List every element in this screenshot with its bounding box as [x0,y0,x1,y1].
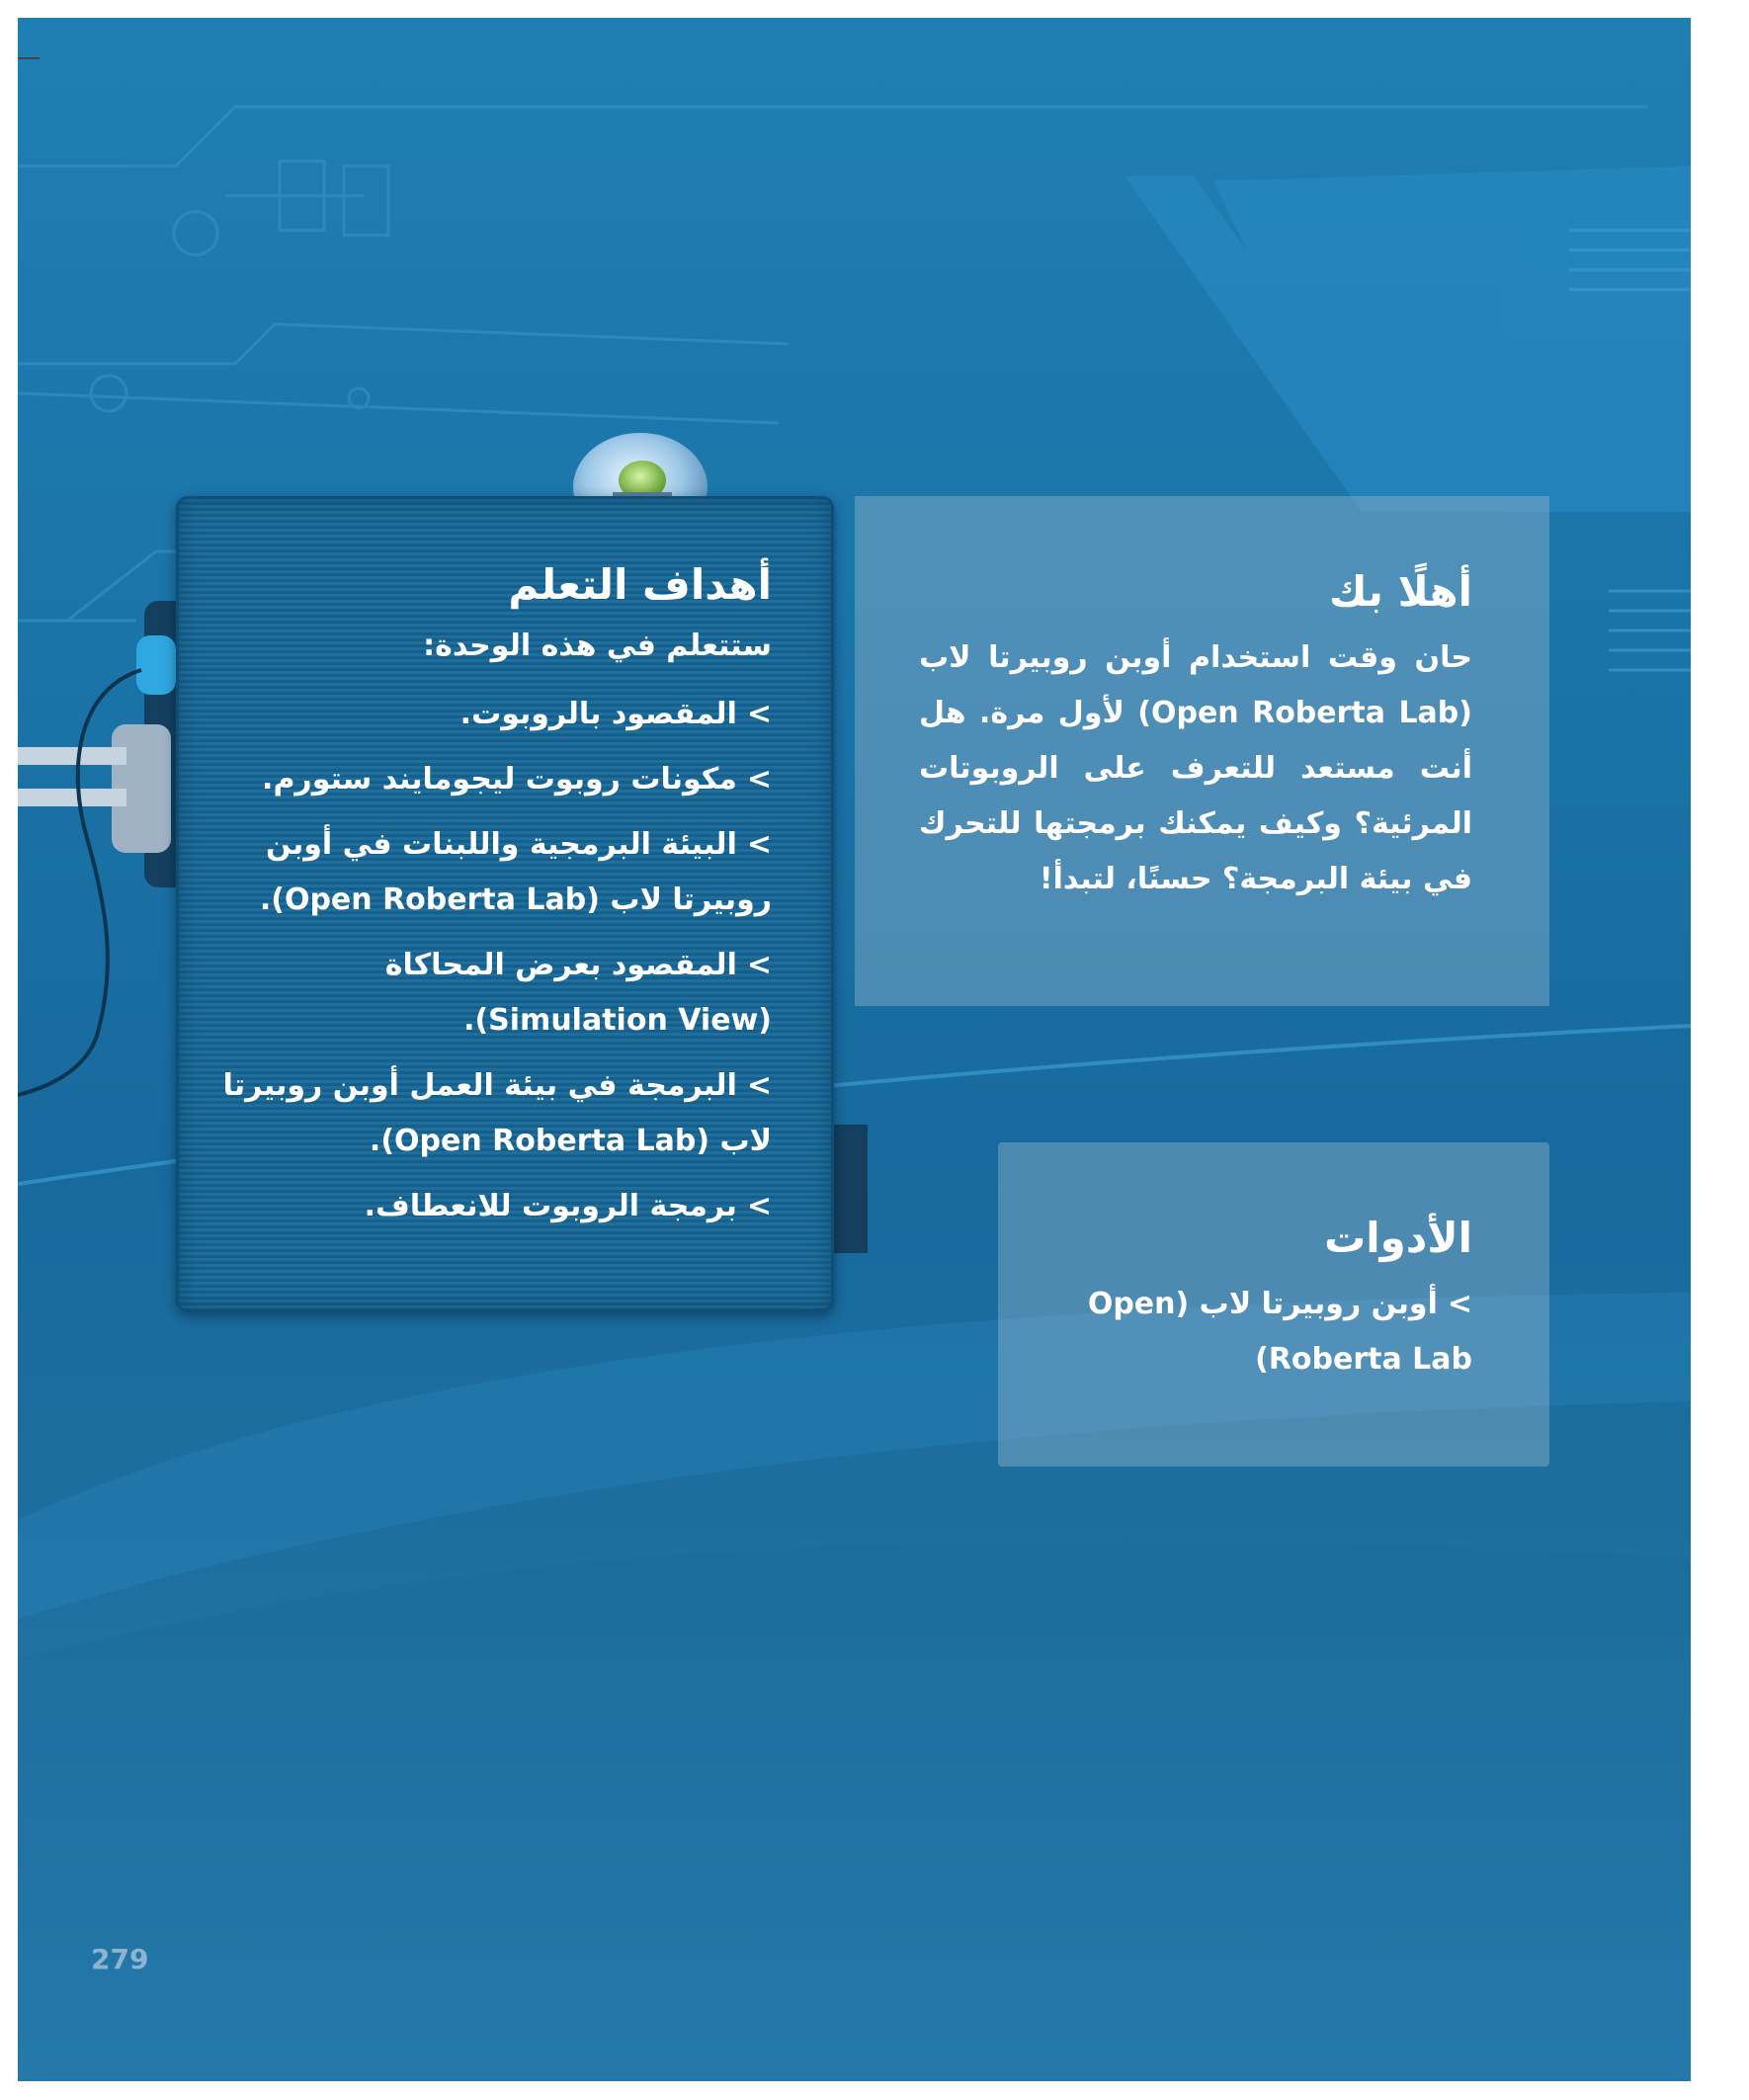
welcome-panel [855,496,1549,1006]
goal-text: مكونات روبوت ليجومايند ستورم. [262,762,737,797]
goal-item [218,1179,772,1234]
goal-text: البيئة البرمجية واللبنات في أوبن روبيرتا لاب (Open Roberta Lab). [259,827,772,917]
learning-goals-intro: ستتعلم في هذه الوحدة: [423,629,772,663]
goal-item [218,817,772,928]
bullet-marker: > [746,697,772,731]
page-number: 279 [91,1943,149,1975]
goal-text: المقصود بالروبوت. [459,697,737,731]
goal-text: برمجة الروبوت للانعطاف. [364,1189,737,1223]
goal-item [218,938,772,1049]
bullet-marker: > [746,762,772,797]
learning-goals-panel [176,496,834,1312]
bullet-marker: > [746,827,772,862]
tool-text: أوبن روبيرتا لاب (Open Roberta Lab) [1087,1287,1472,1377]
crop-mark [18,57,40,59]
bullet-marker: > [746,1068,772,1103]
goal-item [218,752,772,807]
goal-text: المقصود بعرض المحاكاة (Simulation View). [384,948,772,1038]
welcome-text: حان وقت استخدام أوبن روبيرتا لاب (Open Roberta Lab) لأول مرة. هل أنت مستعد للتعرف على الروبوتات المرئية؟ وكيف يمكنك برمجتها للتحرك في بيئة البرمجة؟ حسنًا، لتبدأ! [919,640,1472,896]
goal-item [218,1058,772,1169]
tools-title: الأدوات [1324,1214,1472,1262]
goal-item [218,687,772,742]
bullet-marker: > [746,948,772,982]
tools-panel [998,1142,1549,1467]
goal-text: البرمجة في بيئة العمل أوبن روبيرتا لاب (Open Roberta Lab). [222,1068,772,1158]
bullet-marker: > [1447,1287,1472,1321]
learning-goals-title: أهداف التعلم [508,560,772,609]
bullet-marker: > [746,1189,772,1223]
tool-item [1057,1277,1472,1387]
welcome-title: أهلًا بك [1329,567,1472,616]
